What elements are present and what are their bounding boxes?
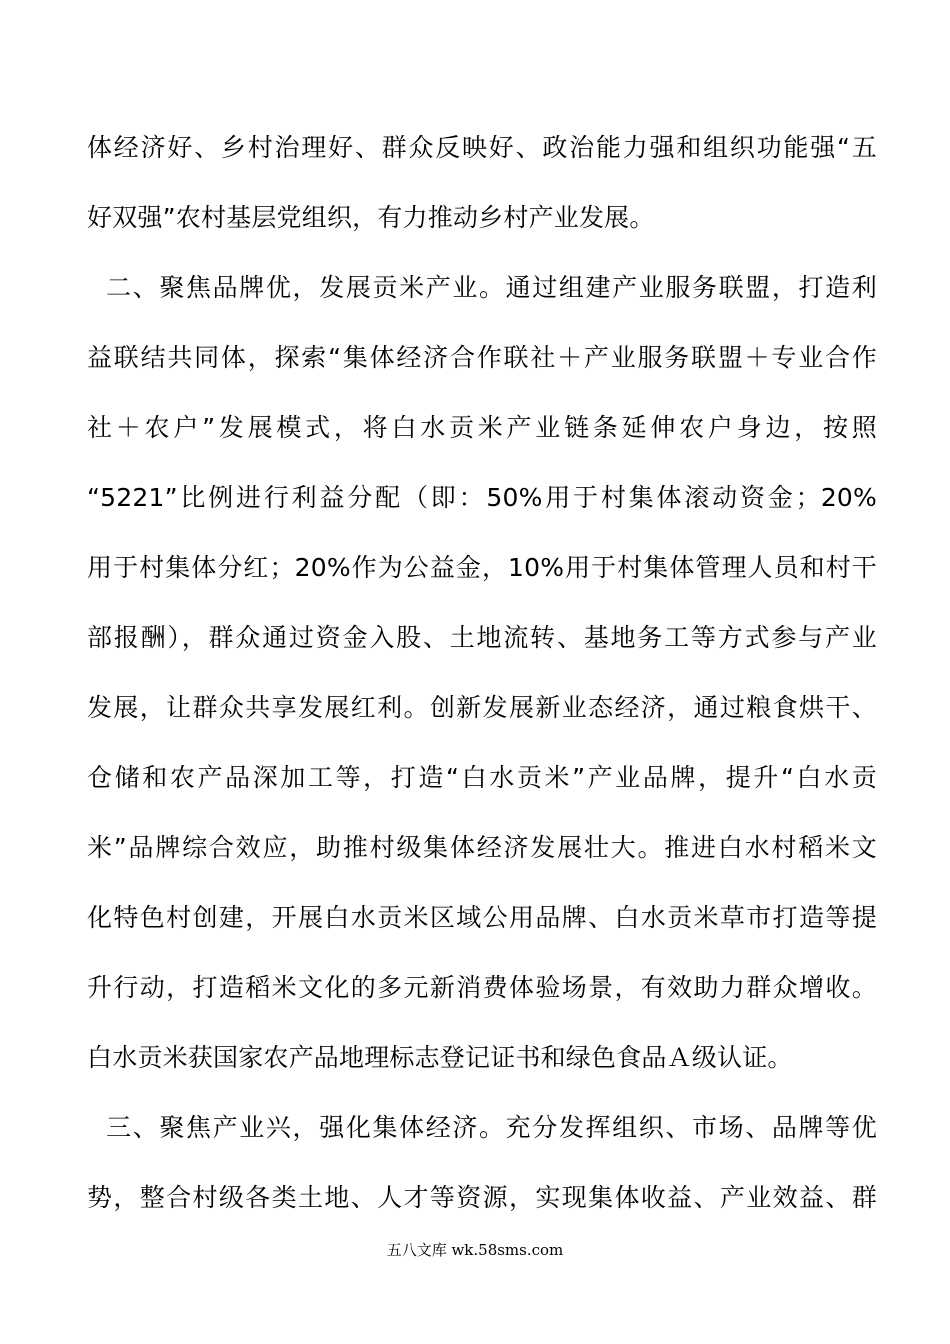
text-line: 仓储和农产品深加工等，打造“白水贡米”产业品牌，提升“白水贡 xyxy=(87,763,877,792)
text-line: 白水贡米获国家农产品地理标志登记证书和绿色食品Ａ级认证。 xyxy=(87,1043,793,1072)
text-line: 米”品牌综合效应，助推村级集体经济发展壮大。推进白水村稻米文 xyxy=(87,833,877,862)
text-line: “5221”比例进行利益分配（即：50%用于村集体滚动资金；20% xyxy=(87,483,877,512)
text-line: 三、聚焦产业兴，强化集体经济。充分发挥组织、市场、品牌等优 xyxy=(87,1113,877,1142)
text-line: 体经济好、乡村治理好、群众反映好、政治能力强和组织功能强“五 xyxy=(87,133,877,162)
text-line: 二、聚焦品牌优，发展贡米产业。通过组建产业服务联盟，打造利 xyxy=(87,273,877,302)
page-footer-watermark: 五八文库 wk.58sms.com xyxy=(386,1241,564,1259)
text-line: 社＋农户”发展模式，将白水贡米产业链条延伸农户身边，按照 xyxy=(87,413,877,442)
text-line: 势，整合村级各类土地、人才等资源，实现集体收益、产业效益、群 xyxy=(87,1183,877,1212)
text-line: 用于村集体分红；20%作为公益金，10%用于村集体管理人员和村干 xyxy=(87,553,877,582)
text-line: 升行动，打造稻米文化的多元新消费体验场景，有效助力群众增收。 xyxy=(87,973,877,1002)
text-line: 益联结共同体，探索“集体经济合作联社＋产业服务联盟＋专业合作 xyxy=(87,343,877,372)
text-line: 化特色村创建，开展白水贡米区域公用品牌、白水贡米草市打造等提 xyxy=(87,903,877,932)
text-line: 部报酬），群众通过资金入股、土地流转、基地务工等方式参与产业 xyxy=(87,623,877,652)
text-line: 发展，让群众共享发展红利。创新发展新业态经济，通过粮食烘干、 xyxy=(87,693,877,722)
text-line: 好双强”农村基层党组织，有力推动乡村产业发展。 xyxy=(87,203,655,232)
